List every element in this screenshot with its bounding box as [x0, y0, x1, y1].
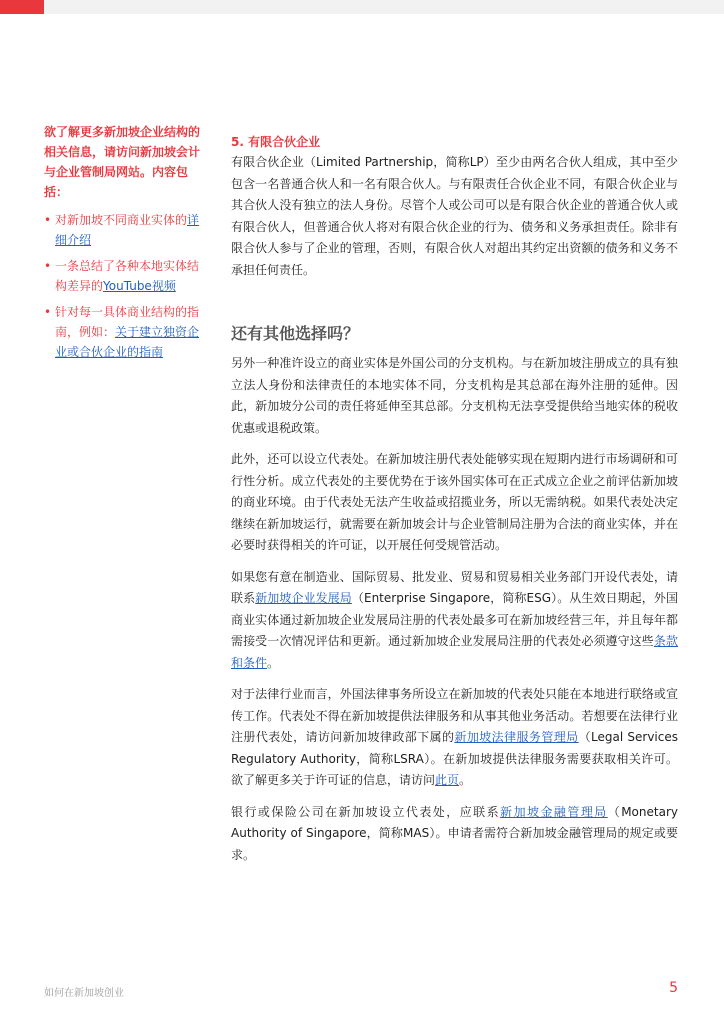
- mas-link[interactable]: 新加坡金融管理局: [500, 804, 608, 819]
- footer-doc-title: 如何在新加坡创业: [44, 988, 124, 999]
- sidebar-list-item: [44, 302, 204, 362]
- esg-paragraph: [231, 567, 678, 675]
- this-page-link[interactable]: 此页: [435, 773, 460, 787]
- mas-text-b: （Monetary Authority of Singapore，简称MAS）。申请者需符合新加坡金融管理局的规定或要求。: [231, 804, 678, 862]
- lsra-link[interactable]: 新加坡法律服务管理局: [454, 730, 579, 744]
- sidebar-list-item: [44, 256, 204, 296]
- section-5-heading: 5. 有限合伙企业: [231, 135, 321, 149]
- mas-text-a: 银行或保险公司在新加坡设立代表处，应联系: [231, 804, 501, 819]
- sole-proprietorship-guide-link[interactable]: 关于建立独资企业或合伙企业的指南: [55, 325, 200, 359]
- main-content: [231, 132, 678, 876]
- legal-text-c: 。: [459, 773, 472, 787]
- sidebar-item-text: 一条总结了各种本地实体结构差异的: [55, 259, 200, 293]
- section-5-body: 有限合伙企业（Limited Partnership，简称LP）至少由两名合伙人组成，其中至少包含一名普通合伙人和一名有限合伙人。与有限责任合伙企业不同，有限合伙企业与其合伙人没有独立的法人身份。尽管个人或公司可以是有限合伙企业的普通合伙人或有限合伙人，但普通合伙人将对有限合伙企业的行为、债务和义务承担责任。除非有限合伙人参与了企业的管理，否则，有限合伙人对超出其约定出资额的债务和义务不承担任何责任。: [231, 155, 678, 277]
- top-bar-accent: [0, 0, 44, 14]
- sidebar-title: 欲了解更多新加坡企业结构的相关信息，请访问新加坡会计与企业管制局网站。内容包括：: [44, 125, 201, 199]
- detail-intro-link[interactable]: 详细介绍: [55, 213, 200, 247]
- esg-text-c: 。: [267, 655, 280, 670]
- sidebar-list: [44, 210, 204, 362]
- other-options-heading: 还有其他选择吗？: [231, 324, 360, 343]
- branch-paragraph: 另外一种准许设立的商业实体是外国公司的分支机构。与在新加坡注册成立的具有独立法人身份和法律责任的本地实体不同，分支机构是其总部在海外注册的延伸。因此，新加坡分公司的责任将延伸至其总部。分支机构无法享受提供给当地实体的税收优惠或退税政策。: [231, 356, 678, 435]
- page-number: 5: [669, 980, 678, 996]
- sidebar-item-text: 针对每一具体商业结构的指南，例如：: [55, 305, 200, 339]
- terms-conditions-link[interactable]: 条款和条件: [231, 634, 678, 670]
- sidebar-list-item: [44, 210, 204, 250]
- sidebar-callout: [44, 122, 204, 368]
- enterprise-singapore-link[interactable]: 新加坡企业发展局: [255, 591, 352, 605]
- legal-paragraph: [231, 684, 678, 792]
- mas-paragraph: [231, 802, 678, 867]
- legal-text-b: （Legal Services Regulatory Authority，简称LSRA）。在新加坡提供法律服务需要获取相关许可。欲了解更多关于许可证的信息，请访问: [231, 730, 678, 787]
- legal-text-a: 对于法律行业而言，外国法律事务所设立在新加坡的代表处只能在本地进行联络或宣传工作。代表处不得在新加坡提供法律服务和从事其他业务活动。若想要在法律行业注册代表处，请访问新加坡律政部下属的: [231, 687, 678, 744]
- esg-text-a: 如果您有意在制造业、国际贸易、批发业、贸易和贸易相关业务部门开设代表处，请联系: [231, 569, 678, 605]
- top-bar: [0, 0, 724, 14]
- youtube-video-link[interactable]: YouTube视频: [103, 279, 176, 293]
- esg-text-b: （Enterprise Singapore，简称ESG）。从生效日期起，外国商业实体通过新加坡企业发展局注册的代表处最多可在新加坡经营三年，并且每年都需接受一次情况评估和更新。通过新加坡企业发展局注册的代表处必须遵守这些: [231, 591, 678, 648]
- sidebar-item-text: 对新加坡不同商业实体的: [55, 213, 188, 227]
- representative-office-paragraph: 此外，还可以设立代表处。在新加坡注册代表处能够实现在短期内进行市场调研和可行性分析。成立代表处的主要优势在于该外国实体可在正式成立企业之前评估新加坡的商业环境。由于代表处无法产生收益或招揽业务，所以无需纳税。如果代表处决定继续在新加坡运行，就需要在新加坡会计与企业管制局注册为合法的商业实体，并在必要时获得相关的许可证，以开展任何受规管活动。: [231, 452, 678, 552]
